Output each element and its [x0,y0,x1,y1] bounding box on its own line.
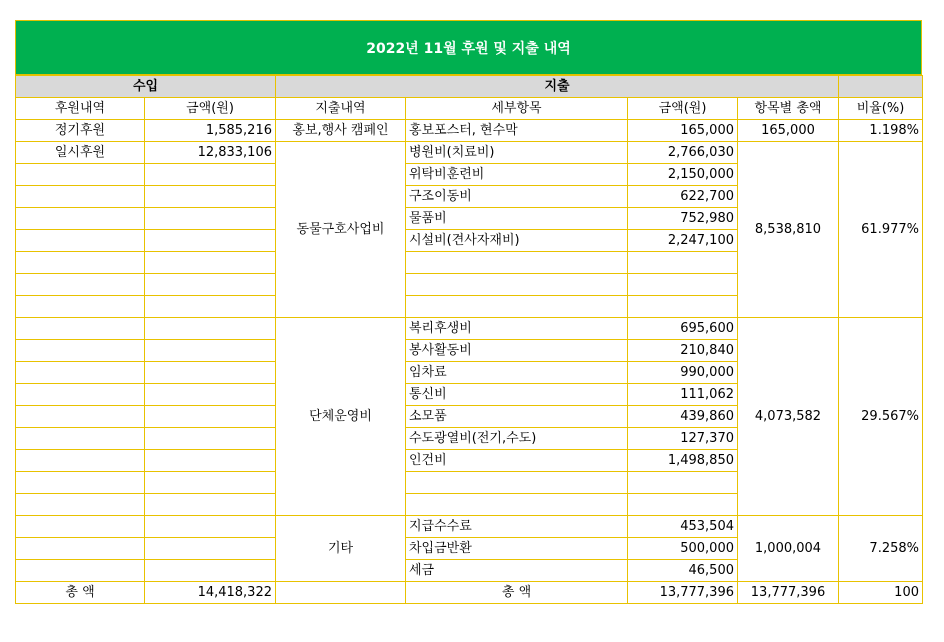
empty-cell [406,252,628,274]
empty-cell [276,582,406,604]
detail-amount: 2,150,000 [628,164,738,186]
col-donation-type: 후원내역 [16,98,145,120]
income-amount: 12,833,106 [145,142,276,164]
empty-cell [16,362,145,384]
totals-row [16,582,923,604]
category-ratio: 29.567% [839,318,923,516]
detail-item: 구조이동비 [406,186,628,208]
empty-cell [16,384,145,406]
empty-cell [628,274,738,296]
empty-cell [16,208,145,230]
empty-cell [145,384,276,406]
category-ratio: 61.977% [839,142,923,318]
empty-cell [16,252,145,274]
empty-cell [16,494,145,516]
detail-item: 병원비(치료비) [406,142,628,164]
empty-cell [16,516,145,538]
empty-cell [16,296,145,318]
empty-cell [406,274,628,296]
report-title: 2022년 11월 후원 및 지출 내역 [15,20,922,75]
empty-cell [16,318,145,340]
category-total: 8,538,810 [738,142,839,318]
expense-total-label: 총 액 [406,582,628,604]
empty-cell [145,516,276,538]
empty-cell [16,186,145,208]
detail-amount: 1,498,850 [628,450,738,472]
empty-cell [145,186,276,208]
empty-cell [145,340,276,362]
expense-category: 기타 [276,516,406,582]
income-label: 일시후원 [16,142,145,164]
empty-cell [145,274,276,296]
income-total-amount: 14,418,322 [145,582,276,604]
empty-cell [145,494,276,516]
detail-item: 차입금반환 [406,538,628,560]
category-total: 1,000,004 [738,516,839,582]
detail-item: 소모품 [406,406,628,428]
empty-cell [145,472,276,494]
detail-item: 수도광열비(전기,수도) [406,428,628,450]
empty-cell [16,274,145,296]
col-income-amount: 금액(원) [145,98,276,120]
empty-cell [145,318,276,340]
detail-item: 세금 [406,560,628,582]
empty-cell [16,164,145,186]
detail-amount: 752,980 [628,208,738,230]
empty-cell [406,472,628,494]
detail-amount: 111,062 [628,384,738,406]
empty-cell [145,362,276,384]
empty-cell [145,560,276,582]
income-label: 정기후원 [16,120,145,142]
expense-total-amount: 13,777,396 [628,582,738,604]
grand-category-total: 13,777,396 [738,582,839,604]
table-row [16,142,923,164]
column-header-row [16,98,923,120]
detail-item: 복리후생비 [406,318,628,340]
detail-item: 통신비 [406,384,628,406]
col-expense-type: 지출내역 [276,98,406,120]
empty-cell [16,340,145,362]
detail-item: 지급수수료 [406,516,628,538]
detail-item: 시설비(견사자재비) [406,230,628,252]
col-ratio: 비율(%) [839,98,923,120]
empty-cell [628,472,738,494]
detail-item: 홍보포스터, 현수막 [406,120,628,142]
table-row [16,516,923,538]
detail-item: 인건비 [406,450,628,472]
detail-amount: 165,000 [628,120,738,142]
empty-cell [145,538,276,560]
empty-cell [16,406,145,428]
expense-category: 홍보,행사 캠페인 [276,120,406,142]
empty-cell [145,208,276,230]
detail-amount: 695,600 [628,318,738,340]
detail-amount: 2,766,030 [628,142,738,164]
empty-cell [406,494,628,516]
empty-cell [145,450,276,472]
col-detail: 세부항목 [406,98,628,120]
detail-item: 봉사활동비 [406,340,628,362]
empty-cell [16,230,145,252]
empty-cell [406,296,628,318]
income-total-label: 총 액 [16,582,145,604]
col-category-total: 항목별 총액 [738,98,839,120]
detail-amount: 500,000 [628,538,738,560]
empty-cell [628,252,738,274]
category-total: 165,000 [738,120,839,142]
empty-cell [145,296,276,318]
detail-amount: 127,370 [628,428,738,450]
category-ratio: 7.258% [839,516,923,582]
expense-category: 동물구호사업비 [276,142,406,318]
empty-cell [628,494,738,516]
header-blank-cell [839,76,923,98]
income-header: 수입 [16,76,276,98]
empty-cell [145,230,276,252]
empty-cell [16,472,145,494]
detail-amount: 622,700 [628,186,738,208]
table-row [16,318,923,340]
detail-amount: 2,247,100 [628,230,738,252]
detail-amount: 439,860 [628,406,738,428]
empty-cell [145,428,276,450]
category-ratio: 1.198% [839,120,923,142]
empty-cell [16,428,145,450]
detail-item: 위탁비훈련비 [406,164,628,186]
expense-category: 단체운영비 [276,318,406,516]
table-row [16,120,923,142]
detail-amount: 990,000 [628,362,738,384]
detail-amount: 210,840 [628,340,738,362]
section-header-row [16,76,923,98]
empty-cell [145,406,276,428]
empty-cell [16,450,145,472]
col-detail-amount: 금액(원) [628,98,738,120]
empty-cell [16,538,145,560]
income-amount: 1,585,216 [145,120,276,142]
detail-item: 물품비 [406,208,628,230]
empty-cell [628,296,738,318]
empty-cell [16,560,145,582]
empty-cell [145,164,276,186]
grand-ratio: 100 [839,582,923,604]
detail-amount: 453,504 [628,516,738,538]
detail-item: 임차료 [406,362,628,384]
empty-cell [145,252,276,274]
detail-amount: 46,500 [628,560,738,582]
expense-header: 지출 [276,76,839,98]
category-total: 4,073,582 [738,318,839,516]
donation-expense-table [15,75,923,604]
